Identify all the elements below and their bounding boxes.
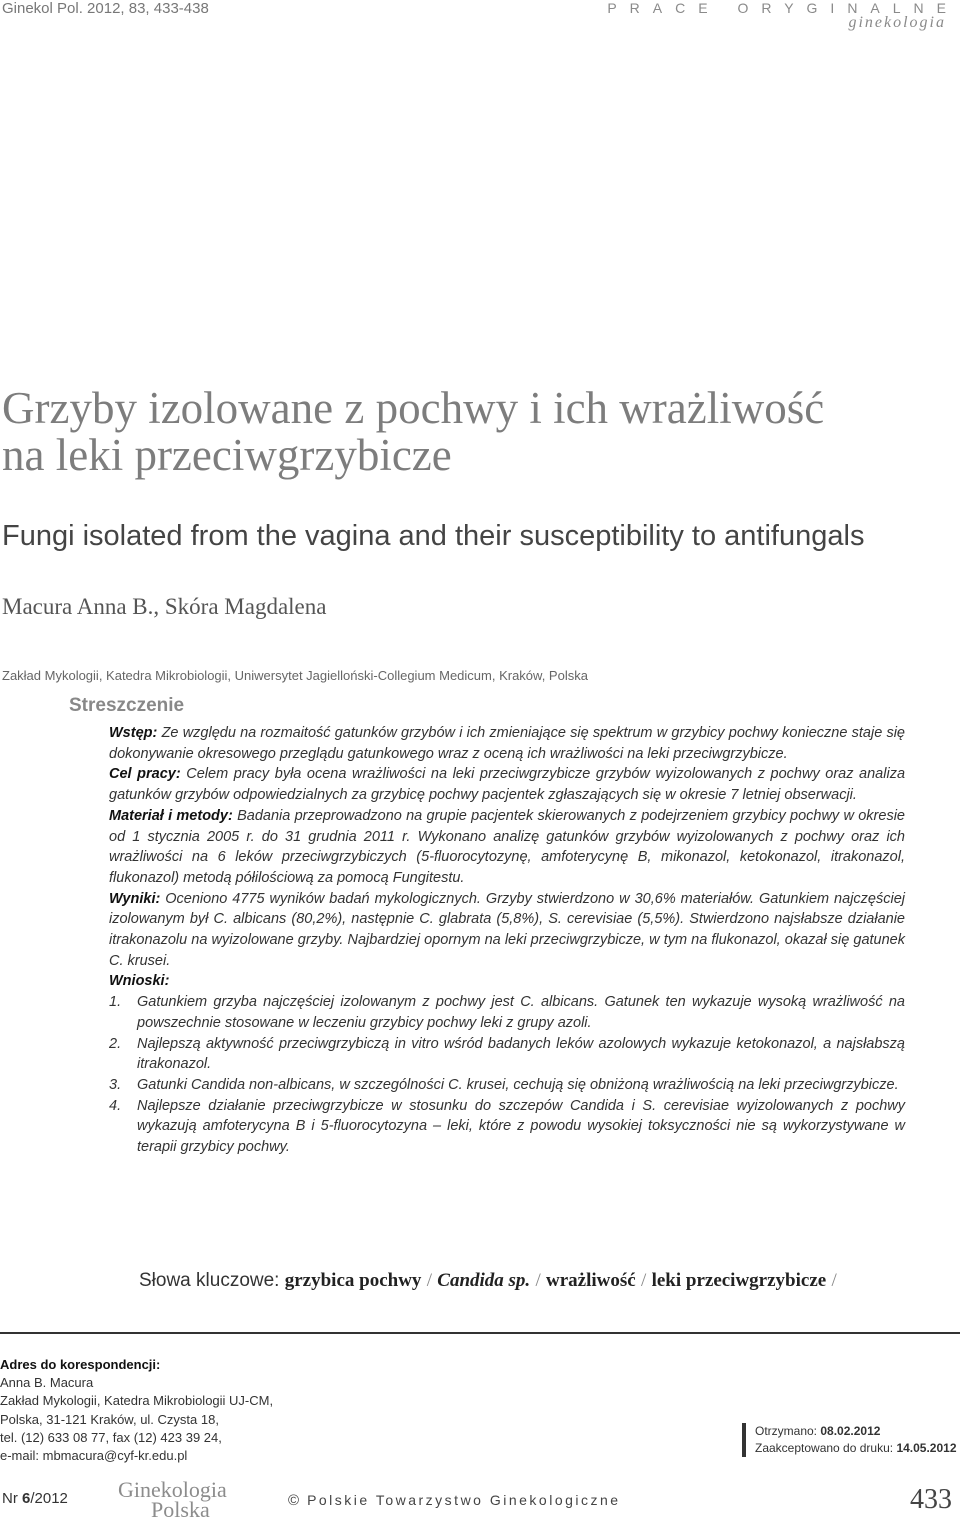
keyword-separator: / [426,1270,432,1291]
abstract-heading: Streszczenie [69,695,185,716]
section-label: PRACE ORYGINALNE [607,0,959,16]
abstract-aim: Cel pracy: Celem pracy była ocena wrażliwości na leki przeciwgrzybicze grzybów wyizolowanych z pochwy oraz analiza gatunków grzybów odpowiedzialnych za grzybicę pochwy pacjentek zgłaszających się w okresie 7 letniej obserwacji. [109,766,906,804]
keyword: grzybica pochwy [284,1270,422,1291]
title-english: Fungi isolated from the vagina and their susceptibility to antifungals [2,520,865,552]
keyword: Candida sp. [437,1270,531,1291]
abstract-results: Wyniki: Oceniono 4775 wyników badań mykologicznych. Grzyby stwierdzono w 30,6% materiałów. Gatunkiem najczęściej izolowanym był C. albicans (80,2%), następnie C. glabrata (5,8%), S. cerevisiae (5,5%). Stwierdzono najsłabsze działanie itrakonazolu na wyizolowane grzyby. Najbardziej opornym na leki przeciwgrzybicze, w tym na flukonazol, okazał się gatunek C. krusei. [109,890,905,969]
list-item: 4. Najlepsze działanie przeciwgrzybicze w stosunku do szczepów Candida i S. cerevisiae wyizolowanych z pochwy wykazują amfoterycyna B i 5-fluorocytozyna – leki, które z powodu wysokiej toksyczności nie są wykorzystywane w terapii grzybicy pochwy. [109,1097,905,1156]
citation: Ginekol Pol. 2012, 83, 433-438 [2,0,209,17]
copyright-icon: © [288,1492,300,1509]
correspondence-email: e-mail: mbmacura@cyf-kr.edu.pl [0,1448,188,1464]
keyword-separator: / [641,1270,647,1291]
journal-header [607,0,959,32]
correspondence-line: Polska, 31-121 Kraków, ul. Czysta 18, [0,1411,219,1427]
footer [0,1470,960,1530]
list-item: 3. Gatunki Candida non-albicans, w szczególności C. krusei, cechują się obniżoną wrażliwością na leki przeciwgrzybicze. [109,1076,899,1093]
journal-logo: Ginekologia Polska [118,1477,227,1522]
society: © Polskie Towarzystwo Ginekologiczne [288,1492,621,1509]
abstract-intro: Wstęp: Ze względu na rozmaitość gatunków grzybów i ich zmieniające się spektrum w grzybicy pochwy konieczne staje się dokonywanie okresowego przeglądu gatunkowego wraz z oceną ich wrażliwości na leki przeciwgrzybicze. [109,725,905,762]
list-item: 1. Gatunkiem grzyba najczęściej izolowanym z pochwy jest C. albicans. Gatunek ten wykazuje wysoką wrażliwość na powszechnie stosowane w leczeniu grzybicy pochwy leki z grupy azoli. [109,994,905,1031]
journal-name: ginekologia [848,14,946,31]
correspondence-line: tel. (12) 633 08 77, fax (12) 423 39 24, [0,1429,222,1445]
accepted-date: Zaakceptowano do druku: 14.05.2012 [755,1441,957,1455]
correspondence-heading: Adres do korespondencji: [0,1357,161,1372]
keywords-label: Słowa kluczowe: [139,1270,280,1291]
page-number: 433 [910,1484,952,1515]
conclusions-list [109,992,905,1158]
list-item: 2. Najlepszą aktywność przeciwgrzybiczą in vitro wśród badanych leków azolowych wykazuje ketokonazol, a najsłabszą itrakonazol. [109,1035,905,1073]
dates-box [742,1423,957,1457]
correspondence [0,1356,273,1465]
issue-number: Nr 6/2012 [2,1490,68,1507]
keywords [139,1270,837,1292]
abstract-body [109,723,905,1158]
affiliation: Zakład Mykologii, Katedra Mikrobiologii, Uniwersytet Jagielloński-Collegium Medicum, Kraków, Polska [2,668,588,683]
title-polish: Grzyby izolowane z pochwy i ich wrażliwość na leki przeciwgrzybicze [2,383,825,480]
keyword-separator: / [831,1270,837,1291]
keyword: wrażliwość [546,1270,636,1291]
keyword: leki przeciwgrzybicze [651,1270,827,1291]
correspondence-line: Anna B. Macura [0,1375,94,1391]
correspondence-line: Zakład Mykologii, Katedra Mikrobiologii UJ-CM, [0,1393,274,1409]
abstract-conclusions-label: Wnioski: [109,973,170,990]
received-date: Otrzymano: 08.02.2012 [755,1424,881,1438]
keyword-separator: / [535,1270,541,1291]
abstract [69,695,905,1158]
authors: Macura Anna B., Skóra Magdalena [2,594,327,619]
divider [0,1332,960,1334]
abstract-methods: Materiał i metody: Badania przeprowadzono na grupie pacjentek skierowanych z podejrzeniem grzybicy pochwy w okresie od 1 stycznia 2005 r. do 31 grudnia 2011 r. Wykonano analizę gatunków grzybów wyizolowanych z pochwy oraz ich wrażliwości na 6 leków przeciwgrzybiczych (5-fluorocytozynę, amfoterycynę B, mikonazol, ketokonazol, itrakonazol, flukonazol) metodą półilościową za pomocą Fungitestu. [109,807,905,886]
